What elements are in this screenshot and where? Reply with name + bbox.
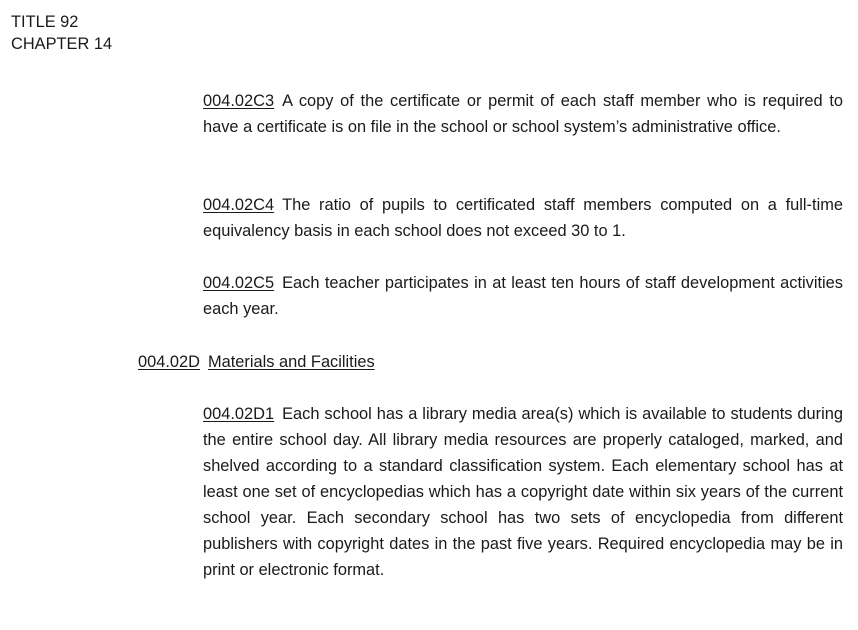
title-label: TITLE 92: [11, 13, 79, 31]
section-title: Materials and Facilities: [207, 353, 375, 371]
chapter-label: CHAPTER 14: [11, 35, 113, 53]
paragraph-text: Each teacher participates in at least ten hours of staff development activities each year.: [203, 274, 843, 318]
paragraph-004-02c5: [203, 270, 843, 322]
paragraph-004-02c3: [203, 88, 843, 140]
section-number: 004.02D: [138, 353, 200, 371]
paragraph-004-02c4: [203, 192, 843, 244]
paragraph-number: 004.02C3: [203, 92, 275, 110]
paragraph-number: 004.02C4: [203, 196, 275, 214]
paragraph-text: Each school has a library media area(s) which is available to students during the entire school day. All library media resources are properly cataloged, marked, and shelved according to a standard classification system. Each elementary school has at least one set of encyclopedias which has a copyright date within six years of the current school year. Each secondary school has two sets of encyclopedia from different publishers with copyright dates in the past five years. Required encyclopedia may be in print or electronic format.: [203, 405, 843, 579]
paragraph-text: A copy of the certificate or permit of each staff member who is required to have a certificate is on file in the school or school system’s administrative office.: [203, 92, 843, 136]
paragraph-number: 004.02D1: [203, 405, 275, 423]
paragraph-number: 004.02C5: [203, 274, 275, 292]
paragraph-text: The ratio of pupils to certificated staff members computed on a full-time equivalency basis in each school does not exceed 30 to 1.: [203, 196, 843, 240]
paragraph-004-02d1: [203, 401, 843, 583]
section-heading: [138, 349, 375, 375]
document-header: [11, 11, 112, 55]
